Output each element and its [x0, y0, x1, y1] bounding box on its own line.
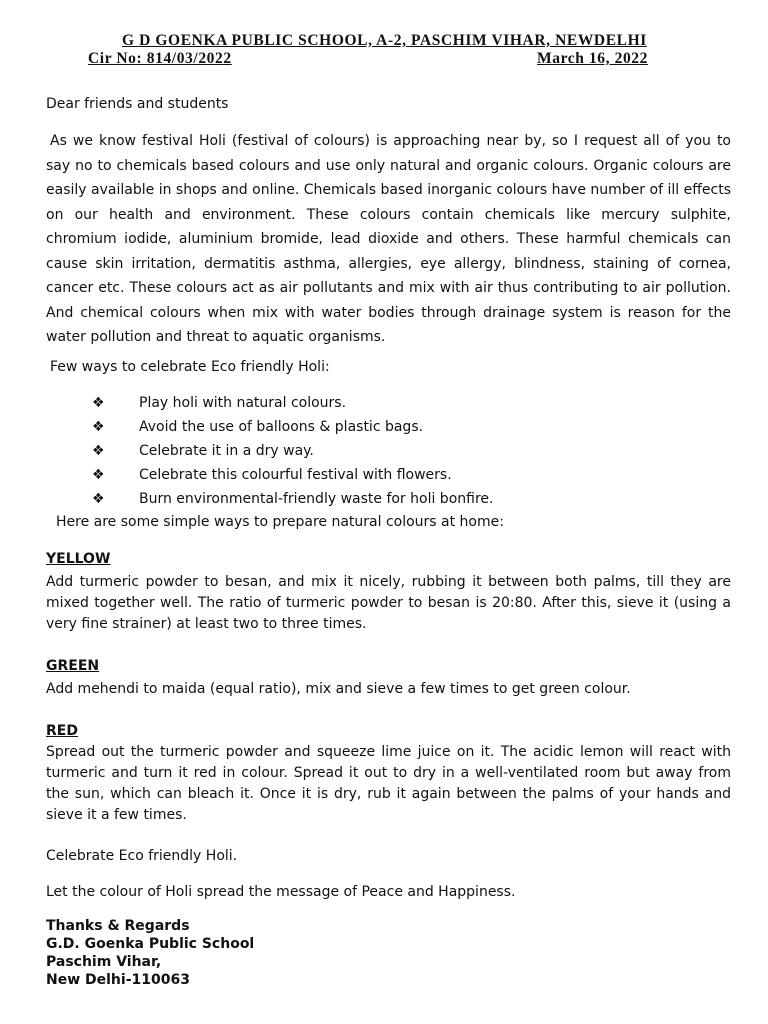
green-heading: GREEN — [46, 658, 100, 674]
list-item-text: Avoid the use of balloons & plastic bags. — [139, 419, 424, 435]
signature-line: Thanks & Regards — [46, 918, 190, 934]
list-item-text: Play holi with natural colours. — [139, 395, 347, 411]
signature-line: G.D. Goenka Public School — [46, 936, 255, 952]
green-paragraph: Add mehendi to maida (equal ratio), mix and sieve a few times to get green colour. — [46, 681, 631, 697]
greeting: Dear friends and students — [46, 96, 229, 112]
diamond-bullet-icon: ❖ — [92, 443, 105, 459]
school-name-header: G D GOENKA PUBLIC SCHOOL, A-2, PASCHIM VIHAR, NEWDELHI — [122, 32, 647, 49]
list-item-text: Celebrate it in a dry way. — [139, 443, 314, 459]
intro-paragraph: As we know festival Holi (festival of colours) is approaching near by, so I request all of you to say no to chemicals based colours and use only natural and organic colours. Organic colours are easily available in shops and online. Chemicals based inorganic colours have number of ill effects on our health and environment. These colours contain chemicals like mercury sulphite, chromium iodide, aluminium bromide, lead dioxide and others. These harmful chemicals can cause skin irritation, dermatitis asthma, allergies, eye allergy, blindness, staining of cornea, cancer etc. These colours act as air pollutants and mix with air thus contributing to air pollution. And chemical colours when mix with water bodies through drainage system is reason for the water pollution and threat to aquatic organisms. — [46, 133, 731, 345]
ways-title: Few ways to celebrate Eco friendly Holi: — [50, 359, 330, 375]
diamond-bullet-icon: ❖ — [92, 395, 105, 411]
diamond-bullet-icon: ❖ — [92, 491, 105, 507]
red-heading: RED — [46, 723, 78, 739]
prep-title: Here are some simple ways to prepare natural colours at home: — [56, 514, 504, 530]
list-item-text: Burn environmental-friendly waste for holi bonfire. — [139, 491, 494, 507]
circular-date: March 16, 2022 — [537, 50, 649, 67]
diamond-bullet-icon: ❖ — [92, 467, 105, 483]
closing-line-2: Let the colour of Holi spread the message of Peace and Happiness. — [46, 884, 516, 900]
red-paragraph: Spread out the turmeric powder and squeeze lime juice on it. The acidic lemon will react with turmeric and turn it red in colour. Spread it out to dry in a well-ventilated room but away from the sun, which can bleach it. Once it is dry, rub it again between the palms of your hands and sieve it a few times. — [46, 744, 731, 823]
signature-line: Paschim Vihar, — [46, 954, 162, 970]
list-item-text: Celebrate this colourful festival with flowers. — [139, 467, 452, 483]
circular-number: Cir No: 814/03/2022 — [88, 50, 232, 67]
diamond-bullet-icon: ❖ — [92, 419, 105, 435]
signature-line: New Delhi-110063 — [46, 972, 190, 988]
yellow-paragraph: Add turmeric powder to besan, and mix it nicely, rubbing it between both palms, till they are mixed together well. The ratio of turmeric powder to besan is 20:80. After this, sieve it (using a very fine strainer) at least two to three times. — [46, 574, 731, 632]
yellow-heading: YELLOW — [46, 551, 111, 567]
closing-line-1: Celebrate Eco friendly Holi. — [46, 848, 238, 864]
